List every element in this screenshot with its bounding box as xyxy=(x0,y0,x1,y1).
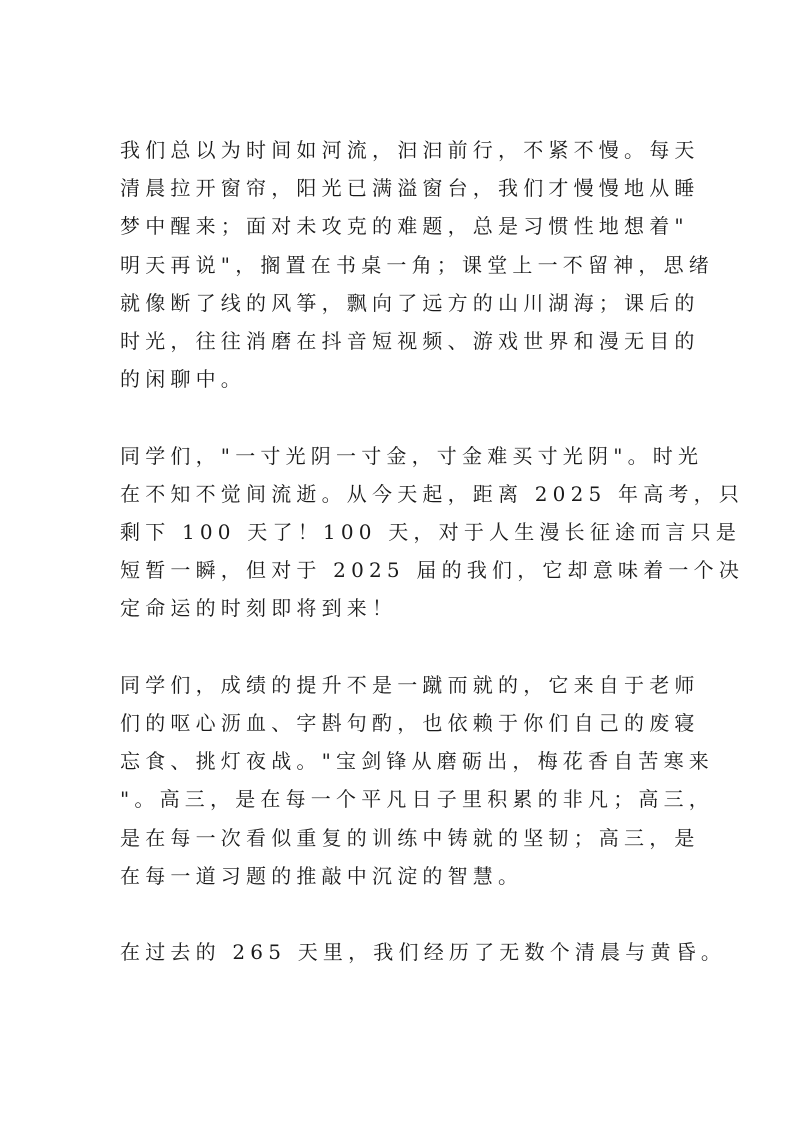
text-line: 在不知不觉间流逝。从今天起，距离 2025 年高考，只 xyxy=(120,481,745,506)
paragraph-1 xyxy=(120,131,714,398)
text-line: 在过去的 265 天里，我们经历了无数个清晨与黄昏。 xyxy=(120,940,727,965)
text-line: 明天再说"，搁置在书桌一角；课堂上一不留神，思绪 xyxy=(120,252,714,277)
text-line: 短暂一瞬，但对于 2025 届的我们，它却意味着一个决 xyxy=(120,558,745,583)
document-page xyxy=(120,131,745,1010)
paragraph-2 xyxy=(120,437,745,628)
paragraph-3 xyxy=(120,666,714,895)
text-line: 时光，往往消磨在抖音短视频、游戏世界和漫无目的 xyxy=(120,329,700,354)
text-line: 定命运的时刻即将到来！ xyxy=(120,596,398,621)
text-line: 就像断了线的风筝，飘向了远方的山川湖海；课后的 xyxy=(120,290,700,315)
text-line: 我们总以为时间如河流，汩汩前行，不紧不慢。每天 xyxy=(120,138,700,162)
text-line: 同学们，成绩的提升不是一蹴而就的，它来自于老师 xyxy=(120,672,700,697)
text-line: "。高三，是在每一个平凡日子里积累的非凡；高三， xyxy=(120,787,714,812)
text-line: 清晨拉开窗帘，阳光已满溢窗台，我们才慢慢地从睡 xyxy=(120,176,700,201)
paragraph-4 xyxy=(120,933,727,971)
text-line: 是在每一次看似重复的训练中铸就的坚韧；高三，是 xyxy=(120,825,700,850)
text-line: 的闲聊中。 xyxy=(120,367,246,392)
text-line: 剩下 100 天了！100 天，对于人生漫长征途而言只是 xyxy=(120,520,742,545)
text-line: 同学们，"一寸光阴一寸金，寸金难买寸光阴"。时光 xyxy=(120,443,704,468)
text-line: 在每一道习题的推敲中沉淀的智慧。 xyxy=(120,863,524,888)
text-line: 们的呕心沥血、字斟句酌，也依赖于你们自己的废寝 xyxy=(120,711,700,736)
text-line: 梦中醒来；面对未攻克的难题，总是习惯性地想着" xyxy=(120,214,689,239)
text-line: 忘食、挑灯夜战。"宝剑锋从磨砺出，梅花香自苦寒来 xyxy=(120,749,714,774)
